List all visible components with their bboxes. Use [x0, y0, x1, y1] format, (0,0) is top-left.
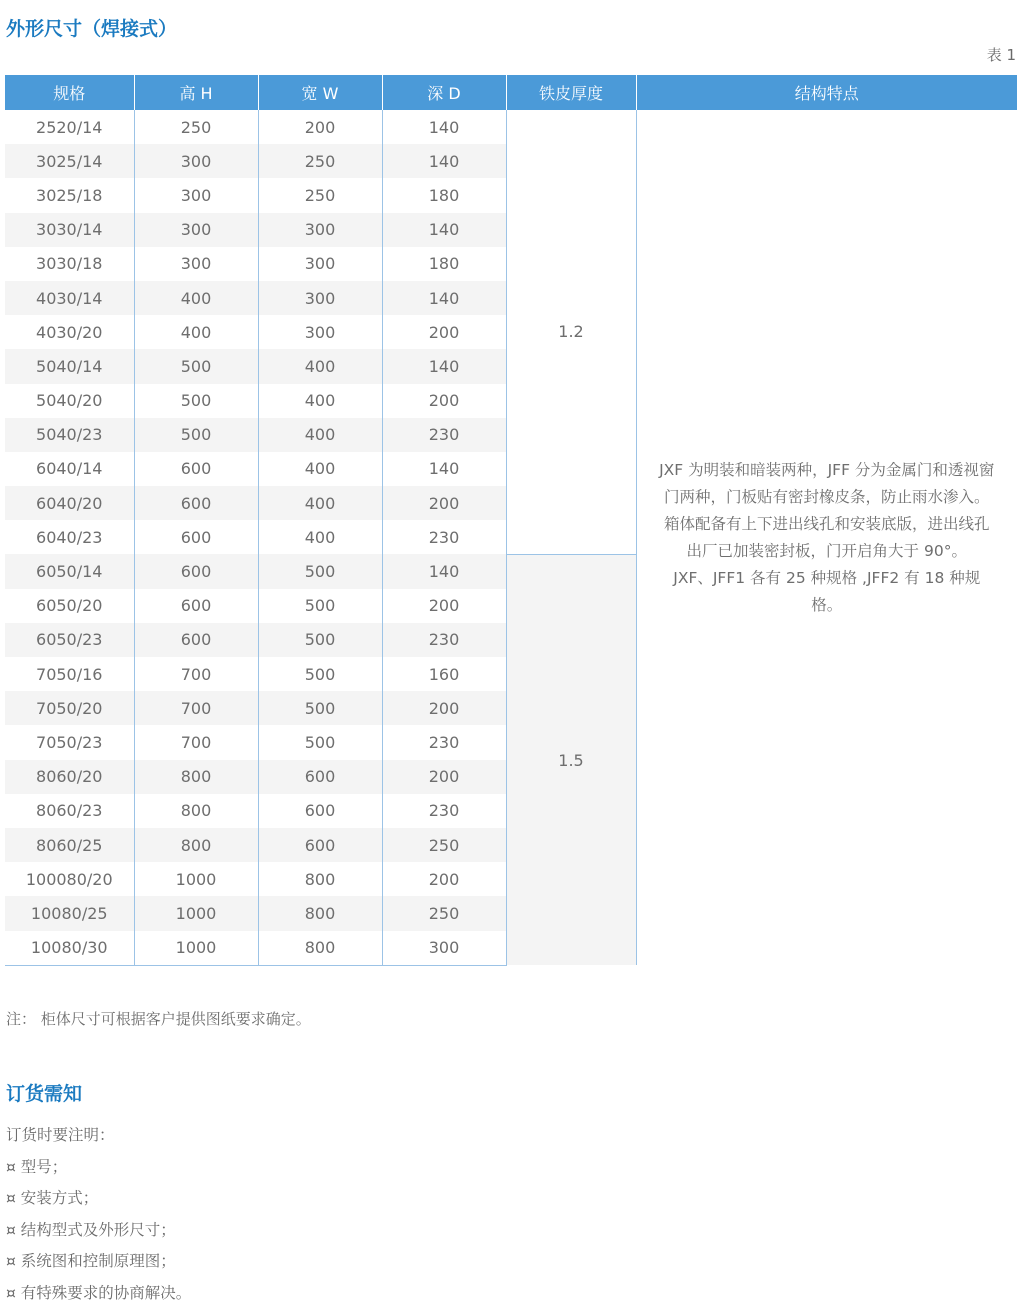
cell-depth: 180 — [382, 247, 506, 281]
cell-spec: 7050/16 — [5, 657, 134, 691]
cell-width: 300 — [258, 315, 382, 349]
section-title-ordering: 订货需知 — [6, 1083, 83, 1105]
cell-spec: 6040/14 — [5, 452, 134, 486]
cell-depth: 250 — [382, 896, 506, 930]
cell-spec: 6050/23 — [5, 623, 134, 657]
cell-spec: 3025/18 — [5, 178, 134, 212]
cell-spec: 3025/14 — [5, 144, 134, 178]
cell-spec: 3030/18 — [5, 247, 134, 281]
header-width: 宽 W — [258, 75, 382, 110]
cell-height: 600 — [134, 623, 258, 657]
header-spec: 规格 — [5, 75, 134, 110]
cell-width: 500 — [258, 725, 382, 759]
cell-width: 800 — [258, 862, 382, 896]
order-item: ¤ 系统图和控制原理图； — [6, 1252, 176, 1270]
cell-width: 500 — [258, 589, 382, 623]
cell-height: 300 — [134, 247, 258, 281]
cell-height: 600 — [134, 486, 258, 520]
header-height: 高 H — [134, 75, 258, 110]
cell-width: 250 — [258, 178, 382, 212]
cell-height: 500 — [134, 349, 258, 383]
cell-height: 1000 — [134, 896, 258, 930]
cell-width: 600 — [258, 760, 382, 794]
cell-width: 600 — [258, 794, 382, 828]
cell-spec: 8060/25 — [5, 828, 134, 862]
cell-spec: 100080/20 — [5, 862, 134, 896]
cell-width: 400 — [258, 486, 382, 520]
cell-depth: 200 — [382, 862, 506, 896]
cell-spec: 3030/14 — [5, 213, 134, 247]
table-row — [5, 110, 1017, 144]
cell-height: 400 — [134, 281, 258, 315]
cell-spec: 7050/20 — [5, 691, 134, 725]
cell-width: 400 — [258, 520, 382, 554]
cell-width: 300 — [258, 213, 382, 247]
cell-depth: 230 — [382, 418, 506, 452]
cell-spec: 7050/23 — [5, 725, 134, 759]
order-intro: 订货时要注明： — [6, 1126, 115, 1144]
order-item: ¤ 有特殊要求的协商解决。 — [6, 1283, 192, 1302]
cell-width: 400 — [258, 418, 382, 452]
table-header-row — [5, 75, 1017, 110]
cell-height: 1000 — [134, 931, 258, 966]
cell-width: 300 — [258, 247, 382, 281]
cell-spec: 5040/23 — [5, 418, 134, 452]
cell-depth: 200 — [382, 384, 506, 418]
order-item: ¤ 安装方式； — [6, 1189, 99, 1207]
feature-paragraph: JXF、JFF1 各有 25 种规格 ,JFF2 有 18 种规格。 — [673, 568, 981, 614]
cell-width: 500 — [258, 691, 382, 725]
cell-height: 800 — [134, 760, 258, 794]
cell-depth: 180 — [382, 178, 506, 212]
feature-paragraph: 箱体配备有上下进出线孔和安装底版，进出线孔出厂已加装密封板，门开启角大于 90°。 — [663, 514, 990, 560]
header-features: 结构特点 — [636, 75, 1017, 110]
cell-spec: 10080/30 — [5, 931, 134, 966]
cell-depth: 300 — [382, 931, 506, 966]
table-tag: 表 1 — [986, 46, 1016, 64]
cell-width: 500 — [258, 554, 382, 588]
cell-depth: 200 — [382, 315, 506, 349]
cell-width: 400 — [258, 349, 382, 383]
feature-paragraph: JXF 为明装和暗装两种，JFF 分为金属门和透视窗门两种，门板贴有密封橡皮条，防止雨水渗入。 — [659, 460, 995, 506]
cell-height: 800 — [134, 828, 258, 862]
cell-spec: 6050/20 — [5, 589, 134, 623]
cell-depth: 140 — [382, 349, 506, 383]
cell-spec: 8060/23 — [5, 794, 134, 828]
cell-depth: 140 — [382, 213, 506, 247]
cell-width: 300 — [258, 281, 382, 315]
cell-depth: 200 — [382, 760, 506, 794]
cell-height: 300 — [134, 178, 258, 212]
cell-features — [636, 110, 1017, 965]
cell-width: 400 — [258, 384, 382, 418]
cell-spec: 6050/14 — [5, 554, 134, 588]
cell-depth: 140 — [382, 452, 506, 486]
cell-height: 250 — [134, 110, 258, 144]
cell-height: 300 — [134, 213, 258, 247]
cell-spec: 2520/14 — [5, 110, 134, 144]
cell-height: 600 — [134, 554, 258, 588]
cell-height: 700 — [134, 691, 258, 725]
cell-depth: 160 — [382, 657, 506, 691]
cell-depth: 230 — [382, 623, 506, 657]
cell-depth: 140 — [382, 554, 506, 588]
cell-spec: 6040/20 — [5, 486, 134, 520]
cell-depth: 230 — [382, 794, 506, 828]
cell-depth: 250 — [382, 828, 506, 862]
spec-table — [5, 75, 1017, 966]
cell-width: 600 — [258, 828, 382, 862]
cell-depth: 140 — [382, 281, 506, 315]
cell-width: 250 — [258, 144, 382, 178]
cell-depth: 230 — [382, 725, 506, 759]
cell-height: 500 — [134, 418, 258, 452]
header-depth: 深 D — [382, 75, 506, 110]
order-list — [6, 1120, 191, 1309]
cell-thickness: 1.2 — [506, 110, 636, 554]
cell-spec: 8060/20 — [5, 760, 134, 794]
header-thickness: 铁皮厚度 — [506, 75, 636, 110]
cell-width: 500 — [258, 657, 382, 691]
order-item: ¤ 结构型式及外形尺寸； — [6, 1220, 176, 1239]
cell-width: 400 — [258, 452, 382, 486]
cell-spec: 6040/23 — [5, 520, 134, 554]
cell-height: 500 — [134, 384, 258, 418]
cell-height: 800 — [134, 794, 258, 828]
cell-width: 200 — [258, 110, 382, 144]
cell-height: 300 — [134, 144, 258, 178]
cell-spec: 4030/20 — [5, 315, 134, 349]
order-item: ¤ 型号； — [6, 1157, 68, 1176]
cell-spec: 5040/14 — [5, 349, 134, 383]
cell-width: 800 — [258, 931, 382, 966]
cell-depth: 230 — [382, 520, 506, 554]
cell-height: 600 — [134, 520, 258, 554]
section-title-dimensions: 外形尺寸（焊接式） — [6, 18, 178, 40]
cell-height: 700 — [134, 725, 258, 759]
cell-depth: 200 — [382, 691, 506, 725]
cell-depth: 200 — [382, 486, 506, 520]
cell-depth: 200 — [382, 589, 506, 623]
cell-width: 800 — [258, 896, 382, 930]
table-note: 注： 柜体尺寸可根据客户提供图纸要求确定。 — [6, 1010, 311, 1028]
cell-depth: 140 — [382, 110, 506, 144]
cell-height: 1000 — [134, 862, 258, 896]
cell-spec: 4030/14 — [5, 281, 134, 315]
cell-height: 700 — [134, 657, 258, 691]
cell-spec: 10080/25 — [5, 896, 134, 930]
cell-height: 600 — [134, 452, 258, 486]
cell-height: 400 — [134, 315, 258, 349]
cell-height: 600 — [134, 589, 258, 623]
cell-width: 500 — [258, 623, 382, 657]
cell-thickness: 1.5 — [506, 554, 636, 965]
cell-spec: 5040/20 — [5, 384, 134, 418]
cell-depth: 140 — [382, 144, 506, 178]
